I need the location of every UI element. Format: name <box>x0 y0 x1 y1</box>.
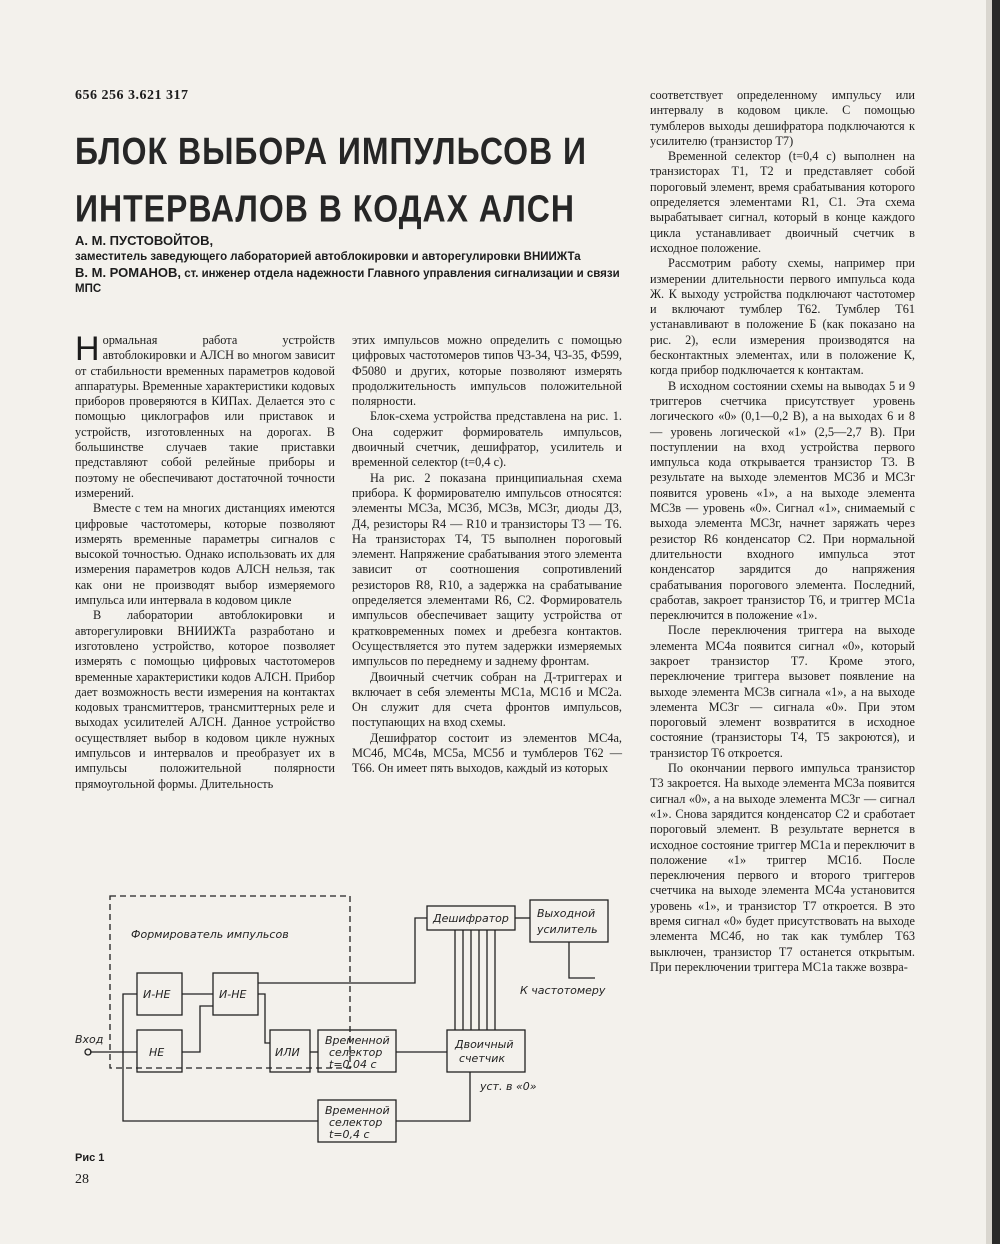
column-2 <box>352 333 622 777</box>
figure-caption: Рис 1 <box>75 1152 105 1164</box>
input-label: Вход <box>75 1033 104 1046</box>
article-title: БЛОК ВЫБОРА ИМПУЛЬСОВ И ИНТЕРВАЛОВ В КОДАХ АЛСН <box>75 129 588 230</box>
column-3 <box>650 88 915 975</box>
author-2 <box>75 265 635 297</box>
paragraph: Блок-схема устройства представлена на рис. 1. Она содержит формирователь импульсов, двоичный счетчик, дешифратор, усилитель и временной селектор (t=0,4 с). <box>352 409 622 470</box>
counter-label: счетчик <box>459 1052 506 1065</box>
author-1 <box>75 233 635 265</box>
counter-block <box>447 1030 525 1072</box>
long-selector-label: селектор <box>329 1116 383 1129</box>
decoder-label: Дешифратор <box>433 912 509 925</box>
nand2-label: И-НЕ <box>219 988 247 1001</box>
paragraph: Нормальная работа устройств автоблокировки и АЛСН во многом зависит от стабильности временных параметров кодовой аппаратуры. Временные характеристики кодовых приборов проверяются в КИПах. Делается это с помощью циклографов или приставок и устройств, изготовленных на дорогах. В большинстве случаев такие приставки представляют собой релейные приборы и поэтому не обеспечивают достаточной точности измерений. <box>75 330 335 500</box>
long-selector-label: Временной <box>325 1104 390 1117</box>
to-meter-label: К частотомеру <box>520 984 606 997</box>
author-position: заместитель заведующего лабораторией автоблокировки и авторегулировки ВНИИЖТа <box>75 251 581 263</box>
udc-code: 656 256 3.621 317 <box>75 88 189 103</box>
counter-label: Двоичный <box>455 1038 514 1051</box>
paragraph: По окончании первого импульса транзистор Т3 закроется. На выходе элемента МС3а появится сигнал «0», а на выходе элемента МС3г — сигнал «1». Снова зарядится конденсатор С2 и сработает пороговый элемент. В результате вернется в исходное состояние триггер МС1а и переключит в положение «1» триггер МС1б. После переключения первого и второго триггеров счетчика на выходе элемента МС4а установится уровень «1», и транзистор Т7 откроется. В это время сигнал «0» будет присутствовать на выходе элемента МС4б, но так как тумблер Т63 выключен, транзистор Т7 останется открытым. При переключении триггера МС1а также возвра- <box>650 761 915 974</box>
paragraph: На рис. 2 показана принципиальная схема прибора. К формирователю импульсов относятся: элементы МС3а, МС3б, МС3в, МС3г, диоды Д3, Д4, резисторы R4 — R10 и транзисторы Т3 — Т6. На транзисторах Т4, Т5 выполнен пороговый элемент. Напряжение срабатывания этого элемента зависит от соотношения сопротивлений резисторов R8, R10, а задержка на срабатывание определяется элементами R6, С2. Формирователь импульсов обеспечивает защиту устройства от кратковременных помех и дребезга контактов. Осуществляется это путем задержки измеряемых импульсов по переднему и заднему фронтам. <box>352 470 622 669</box>
short-selector-label: t=0,04 с <box>329 1058 377 1071</box>
nand1-label: И-НЕ <box>143 988 171 1001</box>
long-selector-label: t=0,4 с <box>329 1128 370 1141</box>
amplifier-label: усилитель <box>537 923 598 936</box>
reset-label: уст. в «0» <box>480 1080 537 1093</box>
short-selector-label: селектор <box>329 1046 383 1059</box>
paragraph: этих импульсов можно определить с помощью цифровых частотомеров типов Ч3-34, Ч3-35, Ф599, Ф5080 и других, которые позволяют измерять продолжительность импульсов положительной полярности. <box>352 333 622 409</box>
block-diagram <box>75 878 635 1153</box>
paragraph: Временной селектор (t=0,4 с) выполнен на транзисторах Т1, Т2 и представляет собой пороговый элемент, время срабатывания которого определяется элементами R1, С1. Эта схема вырабатывает сигнал, который в конце каждого цикла устанавливает двоичный счетчик в исходное положение. <box>650 149 915 255</box>
paragraph: В лаборатории автоблокировки и авторегулировки ВНИИЖТа разработано и изготовлено устройство, которое позволяет измерять с помощью цифровых частотомеров временные характеристики кодов АЛСН. Прибор дает возможность вести измерения на контактах кодовых трансмиттеров, трансмиттерных реле и выходах усилителей АЛСН. Данное устройство осуществляет выбор в кодовом цикле нужных импульсов и интервалов и преобразует их в импульсы положительной полярности прямоугольной формы. Длительность <box>75 608 335 791</box>
amplifier-label: Выходной <box>537 907 596 920</box>
paragraph: Дешифратор состоит из элементов МС4а, МС4б, МС4в, МС5а, МС5б и тумблеров Т62 — Т66. Он имеет пять выходов, каждый из которых <box>352 730 622 776</box>
paragraph: В исходном состоянии схемы на выводах 5 и 9 триггеров счетчика присутствует уровень логического «0» (0,1—0,2 В), а на выходах 6 и 8 — уровень логической «1» (2,5—2,7 В). При поступлении на вход устройства первого импульса кода открывается транзистор Т3. В результате на выходе элементов МС3б и МС3г появится уровень «1», а на выходе элемента МС3в — уровень «0». Сигнал «1», снимаемый с выхода элемента МС3г, начнет заряжать через резистор R6 конденсатор С2. При нормальной длительности входного импульса этот конденсатор зарядится до напряжения срабатывания порогового элемента. Последний, сработав, закроет транзистор Т6, и триггер МС1а переключится в положение «1». <box>650 378 915 623</box>
column-1 <box>75 330 335 792</box>
paragraph: Вместе с тем на многих дистанциях имеются цифровые частотомеры, которые позволяют измерять временные параметры сигналов с высокой точностью. Однако использовать их для измерения параметров кодов АЛСН нельзя, так как они не производят выбор измеряемого импульса или интервала в кодовом цикле <box>75 501 335 608</box>
paragraph: соответствует определенному импульсу или интервалу в кодовом цикле. С помощью тумблеров выходы дешифратора подключаются к усилителю (транзистор Т7) <box>650 88 915 148</box>
former-boundary <box>110 896 350 1068</box>
paragraph: Рассмотрим работу схемы, например при измерении длительности первого импульса кода Ж. К выходу устройства подключают частотомер и включают тумблер Т62. Тумблер Т61 устанавливают в положение Б (как показано на рис. 2), если измерения производятся на бесконтактных элементах, или в положение К, когда прибор подключается к контактам. <box>650 256 915 378</box>
page-number: 28 <box>75 1172 89 1187</box>
short-selector-label: Временной <box>325 1034 390 1047</box>
former-label: Формирователь импульсов <box>131 928 289 941</box>
author-position: ст. инженер отдела надежности Главного управления сигнализации и связи МПС <box>75 268 620 295</box>
author-name: В. М. РОМАНОВ, <box>75 265 181 280</box>
not-label: НЕ <box>149 1046 165 1059</box>
paragraph: Двоичный счетчик собран на Д-триггерах и включает в себя элементы МС1а, МС1б и МС2а. Он служит для счета фронтов импульсов, поступающих на вход схемы. <box>352 669 622 730</box>
author-name: А. М. ПУСТОВОЙТОВ, <box>75 233 214 248</box>
paragraph: После переключения триггера на выходе элемента МС4а появится сигнал «0», который закроет транзистор Т7. Кроме этого, переключение триггера вызовет появление на выходе элемента МС3в сигнала «1», а на выходе элемента МС3г — сигнала «0». При этом пороговый элемент возвратится в исходное состояние (транзисторы Т4, Т5 закроются), и транзистор Т6 откроется. <box>650 623 915 760</box>
authors-block <box>75 233 635 297</box>
scan-edge <box>992 0 1000 1244</box>
or-label: ИЛИ <box>275 1046 300 1059</box>
